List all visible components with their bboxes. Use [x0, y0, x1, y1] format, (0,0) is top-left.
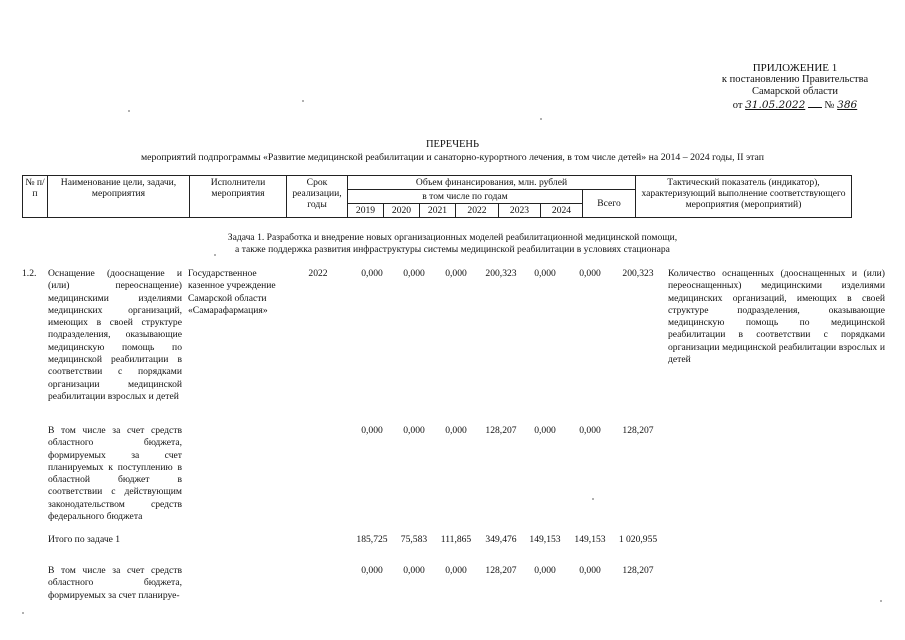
task-heading — [0, 232, 905, 256]
scan-speck — [22, 612, 24, 614]
appendix-block — [705, 62, 885, 112]
row-value-2022: 349,476 — [485, 534, 517, 545]
header-term: Срок реализации, годы — [287, 176, 348, 218]
header-year: 2020 — [384, 204, 420, 218]
row-value-2024: 0,000 — [579, 565, 601, 576]
row-indicator: Количество оснащенных (дооснащенных и (или) переоснащенных) медицинскими изделиями медицинских организаций, имеющих в своей структуре подразделения, оказывающие медицинскую помощь по медицинской реабилитации в соответствии с порядками организации медицинской реабилитации взрослых и детей — [668, 268, 885, 366]
row-value-2021: 0,000 — [445, 425, 467, 436]
row-value-total: 128,207 — [622, 565, 654, 576]
header-total: Всего — [583, 190, 636, 218]
row-value-2023: 149,153 — [529, 534, 561, 545]
appendix-date-line — [705, 99, 885, 112]
row-value-total: 128,207 — [622, 425, 654, 436]
row-value-total: 200,323 — [622, 268, 654, 279]
row-value-2024: 0,000 — [579, 425, 601, 436]
row-value-2023: 0,000 — [534, 565, 556, 576]
row-value-2020: 0,000 — [403, 565, 425, 576]
row-number: 1.2. — [22, 268, 37, 279]
header-year: 2019 — [348, 204, 384, 218]
header-year: 2023 — [499, 204, 541, 218]
document-subtitle: мероприятий подпрограммы «Развитие медицинской реабилитации и санаторно-курортного лечения, в том числе детей» на 2014 – 2024 годы, II этап — [140, 152, 765, 163]
appendix-line2: Самарской области — [752, 86, 838, 97]
table-header — [22, 175, 852, 218]
appendix-no-label: № — [824, 100, 835, 111]
appendix-date: 31.05.2022 — [745, 99, 806, 111]
row-value-2019: 0,000 — [361, 425, 383, 436]
row-value-2019: 185,725 — [356, 534, 388, 545]
row-value-2022: 128,207 — [485, 565, 517, 576]
row-value-2022: 200,323 — [485, 268, 517, 279]
row-name: В том числе за счет средств областного бюджета, формируемых за счет планируемых к поступлению в областной бюджет в соответствии с действующим законодательством средств федерального бюджета — [48, 425, 182, 523]
scan-speck — [302, 100, 304, 102]
scan-speck — [540, 118, 542, 120]
header-num: № п/п — [23, 176, 48, 218]
row-value-2023: 0,000 — [534, 425, 556, 436]
row-value-2019: 0,000 — [361, 268, 383, 279]
document-title: ПЕРЕЧЕНЬ — [425, 139, 480, 150]
scan-speck — [128, 110, 130, 112]
row-value-2024: 0,000 — [579, 268, 601, 279]
row-value-2024: 149,153 — [574, 534, 606, 545]
task-line1: Задача 1. Разработка и внедрение новых организационных моделей реабилитационной медицинской помощи, — [227, 232, 678, 243]
header-indicator: Тактический показатель (индикатор), характеризующий выполнение соответствующего мероприятия (мероприятий) — [636, 176, 852, 218]
row-name: Итого по задаче 1 — [48, 534, 121, 545]
row-value-total: 1 020,955 — [618, 534, 658, 545]
header-year: 2021 — [420, 204, 456, 218]
row-value-2021: 111,865 — [440, 534, 472, 545]
header-executors: Исполнители мероприятия — [190, 176, 287, 218]
header-year: 2024 — [541, 204, 583, 218]
row-value-2021: 0,000 — [445, 565, 467, 576]
appendix-heading: ПРИЛОЖЕНИЕ 1 — [752, 62, 838, 74]
header-funding: Объем финансирования, млн. рублей — [348, 176, 636, 190]
row-term: 2022 — [308, 268, 328, 279]
scan-speck — [214, 254, 216, 256]
appendix-from-label: от — [732, 100, 743, 111]
task-line2: а также поддержка развития инфраструктуры системы медицинской реабилитации в условиях стационара — [235, 244, 670, 255]
row-value-2020: 75,583 — [400, 534, 428, 545]
scan-speck — [880, 600, 882, 602]
row-name: В том числе за счет средств областного бюджета, формируемых за счет планируе- — [48, 565, 182, 601]
scan-speck — [592, 498, 594, 500]
appendix-number: 386 — [837, 99, 858, 111]
row-value-2020: 0,000 — [403, 425, 425, 436]
row-value-2020: 0,000 — [403, 268, 425, 279]
header-name: Наименование цели, задачи, мероприятия — [48, 176, 190, 218]
appendix-line1: к постановлению Правительства — [721, 74, 869, 85]
header-by-years: в том числе по годам — [348, 190, 583, 204]
row-name: Оснащение (дооснащение и (или) переоснащение) медицинскими изделиями медицинских организаций, имеющих в своей структуре подразделения, оказывающие медицинскую помощь по медицинской реабилитации в соответствии с порядками организации медицинской реабилитации взрослых и детей — [48, 268, 182, 402]
row-value-2022: 128,207 — [485, 425, 517, 436]
row-value-2021: 0,000 — [445, 268, 467, 279]
row-value-2023: 0,000 — [534, 268, 556, 279]
header-year: 2022 — [456, 204, 499, 218]
row-executor: Государственное казенное учреждение Самарской области «Самарафармация» — [188, 268, 276, 316]
row-value-2019: 0,000 — [361, 565, 383, 576]
